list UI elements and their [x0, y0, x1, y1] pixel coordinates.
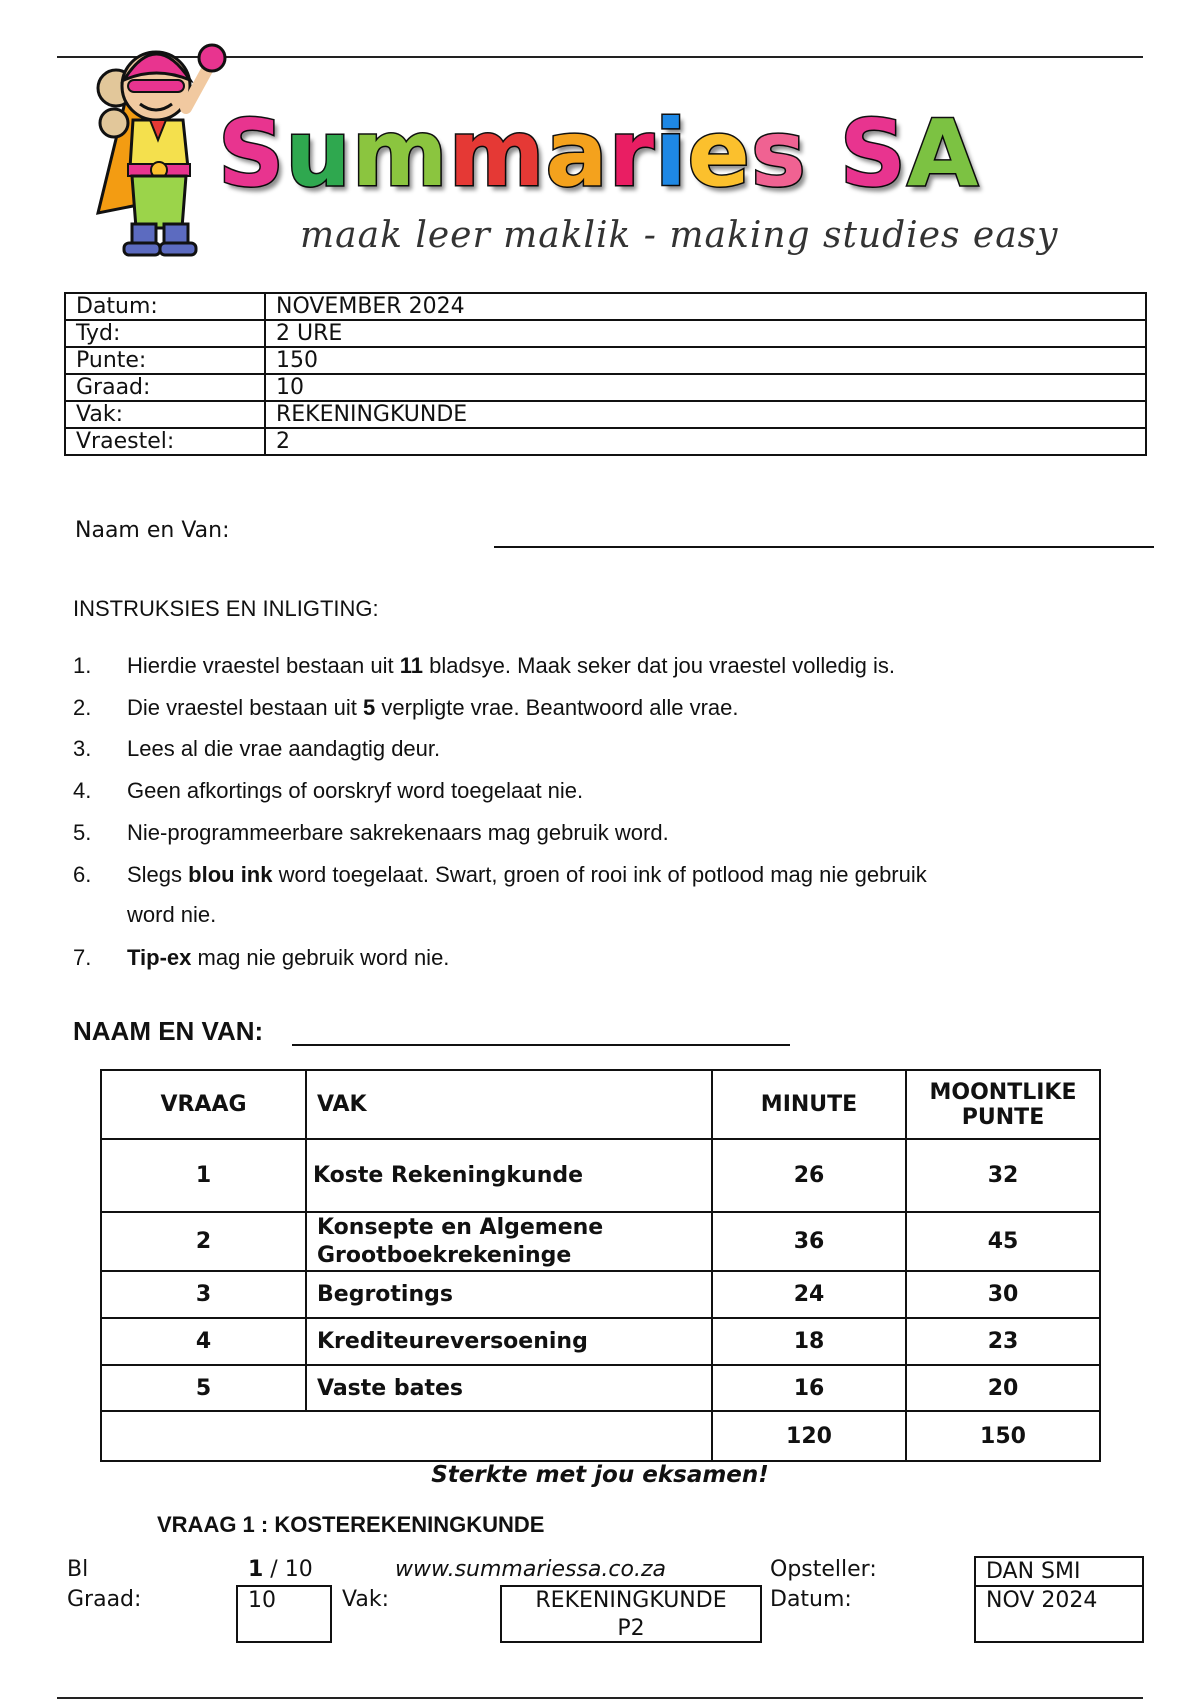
- logo-letter: S: [218, 100, 286, 207]
- info-row-vraestel: Vraestel: 2: [65, 428, 1146, 455]
- name-write-line[interactable]: [494, 546, 1154, 548]
- logo-letter: A: [907, 100, 980, 207]
- info-row-tyd: Tyd: 2 URE: [65, 320, 1146, 347]
- footer-page-number: 1 / 10: [248, 1557, 313, 1582]
- logo-letter: [807, 100, 840, 207]
- footer-page-label: Bl: [67, 1557, 89, 1582]
- footer-vak-value: REKENINGKUNDE P2: [500, 1585, 762, 1643]
- logo-letter: e: [687, 100, 751, 207]
- superhero-mascot-icon: [88, 28, 238, 278]
- good-luck-message: Sterkte met jou eksamen!: [431, 1462, 769, 1488]
- footer-graad-value: 10: [236, 1585, 332, 1643]
- info-row-punte: Punte: 150: [65, 347, 1146, 374]
- header-vak: VAK: [306, 1070, 712, 1139]
- table-row: 1 Koste Rekeningkunde 26 32: [101, 1139, 1100, 1212]
- info-row-vak: Vak: REKENINGKUNDE: [65, 401, 1146, 428]
- logo-letter: S: [839, 100, 907, 207]
- logo-letter: m: [351, 100, 449, 207]
- logo-tagline: maak leer maklik - making studies easy: [300, 215, 1059, 256]
- name-write-line-bold[interactable]: [292, 1044, 790, 1046]
- table-row: 4 Krediteureversoening 18 23: [101, 1318, 1100, 1365]
- question-1-heading: VRAAG 1 : KOSTEREKENINGKUNDE: [157, 1512, 545, 1537]
- total-minute: 120: [712, 1411, 906, 1461]
- header-vraag: VRAAG: [101, 1070, 306, 1139]
- logo-letter: i: [654, 100, 688, 207]
- logo-letter: a: [545, 100, 609, 207]
- table-row: 5 Vaste bates 16 20: [101, 1365, 1100, 1411]
- table-total-row: [101, 1411, 1100, 1461]
- table-row: 2 Konsepte en Algemene Grootboekrekeninge 36 45: [101, 1212, 1100, 1271]
- table-header-row: [101, 1070, 1100, 1139]
- exam-info-table: [64, 292, 1147, 456]
- logo-letter: r: [608, 100, 655, 207]
- logo-letter: u: [285, 100, 352, 207]
- instructions-heading: INSTRUKSIES EN INLIGTING:: [73, 596, 379, 621]
- footer-website: www.summariessa.co.za: [395, 1557, 666, 1582]
- bottom-rule: [57, 1697, 1143, 1699]
- footer-datum-label: Datum:: [770, 1587, 852, 1612]
- footer-datum-value: NOV 2024: [974, 1585, 1144, 1643]
- total-punte: 150: [906, 1411, 1100, 1461]
- info-row-datum: Datum: NOVEMBER 2024: [65, 293, 1146, 320]
- footer-opsteller-value: DAN SMI: [974, 1556, 1144, 1587]
- footer-vak-label: Vak:: [342, 1587, 389, 1612]
- name-label-bold: NAAM EN VAN:: [73, 1016, 264, 1046]
- logo-letter: m: [448, 100, 546, 207]
- info-row-graad: Graad: 10: [65, 374, 1146, 401]
- name-label: Naam en Van:: [75, 518, 230, 543]
- footer-opsteller-label: Opsteller:: [770, 1557, 877, 1582]
- logo-letter: s: [750, 100, 807, 207]
- logo-wordmark: [218, 100, 980, 207]
- table-row: 3 Begrotings 24 30: [101, 1271, 1100, 1318]
- footer-graad-label: Graad:: [67, 1587, 142, 1612]
- header-punte: MOONTLIKE PUNTE: [906, 1070, 1100, 1139]
- questions-table: [100, 1069, 1101, 1462]
- header-minute: MINUTE: [712, 1070, 906, 1139]
